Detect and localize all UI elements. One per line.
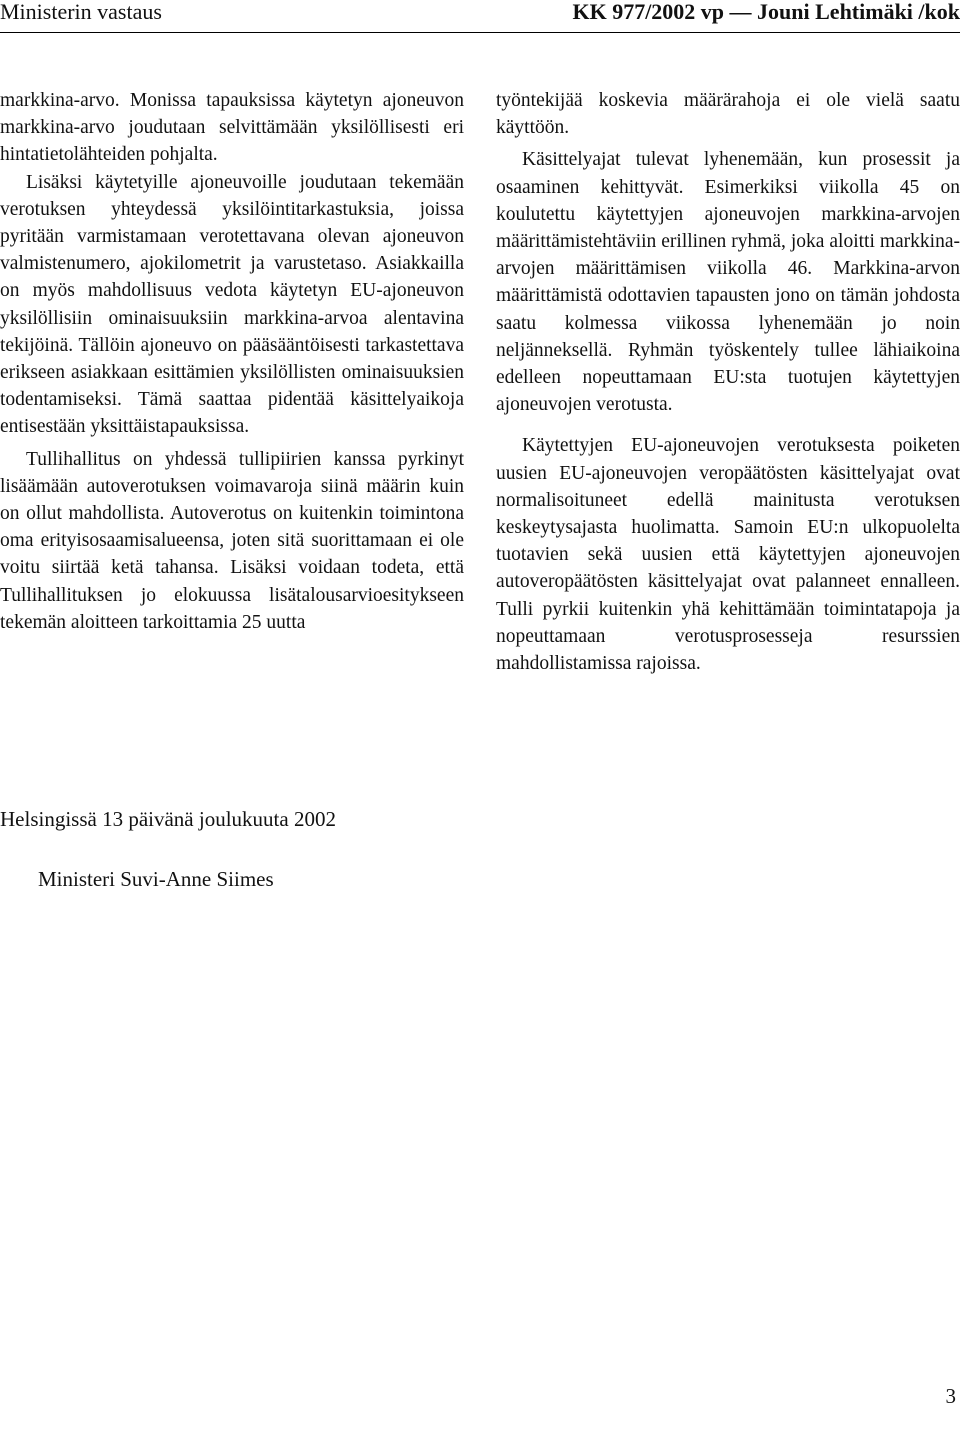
left-text-column	[0, 87, 464, 636]
page-number: 3	[945, 1384, 956, 1408]
header-document-type: Ministerin vastaus	[0, 0, 162, 24]
paragraph: Käytettyjen EU-ajoneuvojen verotuksesta poiketen uusien EU-ajoneuvojen veropäätösten käsittelyajat ovat normalisoituneet edellä mainitusta verotuksen keskeytysajasta huolimatta. Samoin EU:n ulkopuolelta tuotavien sekä uusien että käytettyjen ajoneuvojen autoveropäätösten käsittelyajat ovat palanneet ennalleen. Tulli pyrkii kuitenkin yhä kehittämään toimintatapoja ja nopeuttamaan verotusprosesseja resurssien mahdollistamissa rajoissa.	[496, 435, 960, 675]
right-text-column	[496, 87, 960, 677]
paragraph: Käsittelyajat tulevat lyhenemään, kun prosessit ja osaaminen kehittyvät. Esimerkiksi viikolla 45 on koulutettu käytettyjen ajoneuvojen markkina-arvojen määrittämistehtäviin erillinen ryhmä, joka aloitti markkina-arvojen määrittämisen viikolla 46. Markkina-arvon määrittämistä odottavien tapausten jono on tämän johdosta saatu kolmessa viikossa lyhenemään jo noin neljänneksellä. Ryhmän työskentely tullee lähiaikoina edelleen nopeuttamaan EU:sta tuotujen käytettyjen ajoneuvojen verotusta.	[496, 149, 960, 416]
paragraph: Tullihallitus on yhdessä tullipiirien kanssa pyrkinyt lisäämään autoverotuksen voimavaroja siinä määrin kuin on ollut mahdollista. Autoverotus on kuitenkin toimintona oma erityisosaamisalueensa, joten sitä suorittamaan ei ole voitu siirtää ketä tahansa. Lisäksi voidaan todeta, että Tullihallituksen jo elokuussa lisätalousarvioesitykseen tekemän aloitteen tarkoittamia 25 uutta	[0, 448, 464, 633]
header-divider	[0, 32, 960, 33]
paragraph: Lisäksi käytetyille ajoneuvoille joudutaan tekemään verotuksen yhteydessä yksilöintitarkastuksia, joissa pyritään varmistamaan verotettavana olevan ajoneuvon valmistenumero, ajokilometrit ja varustetaso. Asiakkailla on myös mahdollisuus vedota käytetyn EU-ajoneuvon yksilöllisiin ominaisuuksiin markkina-arvoa alentavina tekijöinä. Tällöin ajoneuvo on pääsääntöisesti tarkastettava erikseen asiakkaan esittämien yksilöllisten ominaisuuksien todentamiseksi. Tämä saattaa pidentää käsittelyaikoja entisestään yksittäistapauksissa.	[0, 171, 464, 438]
header-document-reference: KK 977/2002 vp — Jouni Lehtimäki /kok	[572, 0, 960, 24]
paragraph: markkina-arvo. Monissa tapauksissa käytetyn ajoneuvon markkina-arvo joudutaan selvittämään yksilöllisesti eri hintatietolähteiden pohjalta.	[0, 90, 464, 166]
signoff-place-date: Helsingissä 13 päivänä joulukuuta 2002	[0, 807, 336, 831]
signoff-signatory: Ministeri Suvi-Anne Siimes	[38, 867, 274, 891]
paragraph: työntekijää koskevia määrärahoja ei ole vielä saatu käyttöön.	[496, 90, 960, 139]
